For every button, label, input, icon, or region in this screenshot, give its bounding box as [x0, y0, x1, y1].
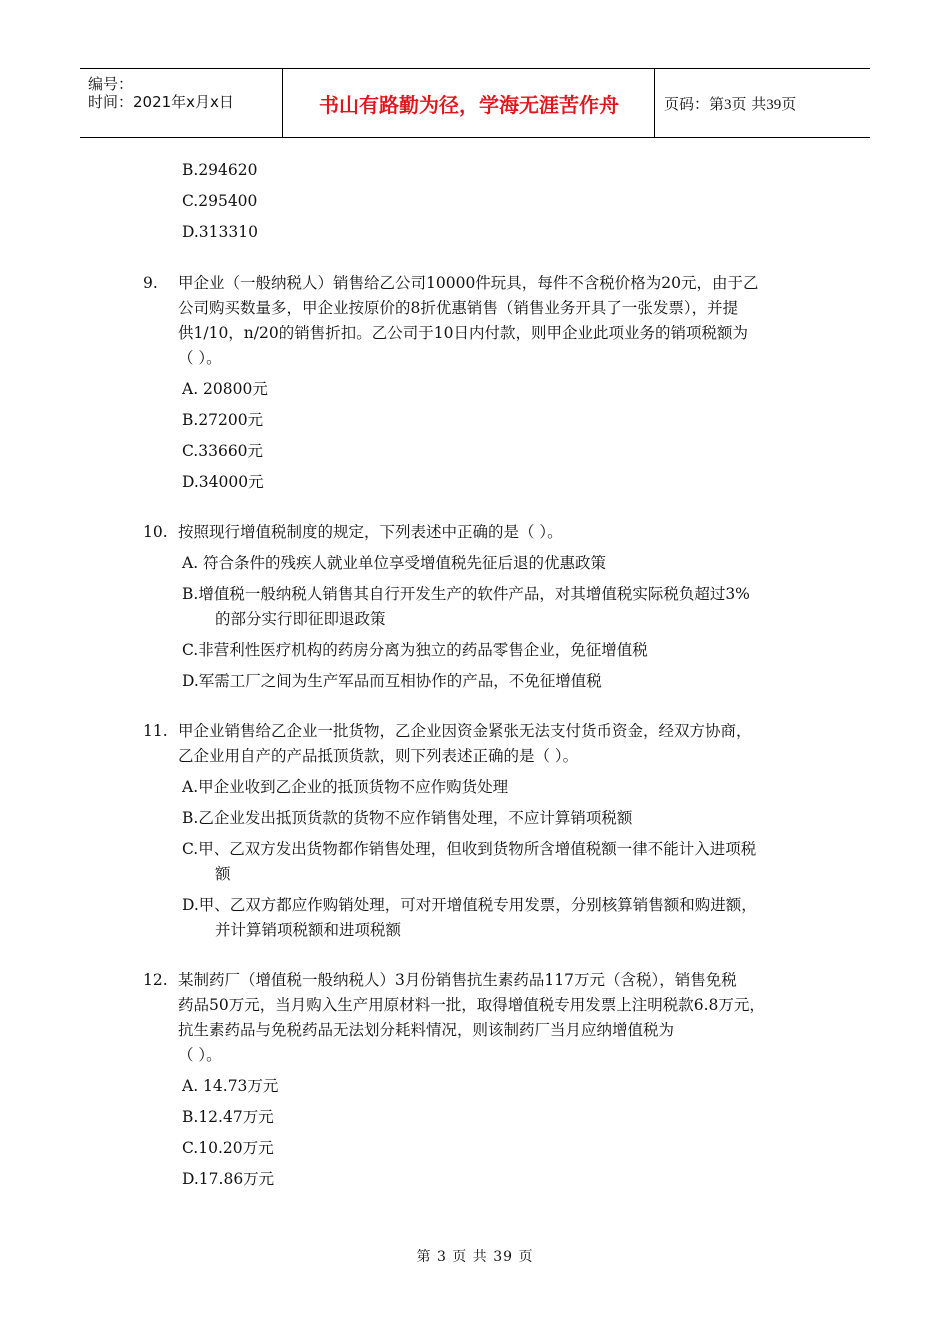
- question-text-line: 按照现行增值税制度的规定，下列表述中正确的是（ ）。: [178, 523, 563, 541]
- option-line: B.12.47万元: [182, 1108, 274, 1126]
- header-divider: [654, 69, 655, 137]
- option-line: A. 20800元: [182, 380, 268, 398]
- option-line: A. 符合条件的残疾人就业单位享受增值税先征后退的优惠政策: [182, 554, 607, 572]
- page-prefix: 页码：第: [664, 95, 725, 113]
- option-line: C.10.20万元: [182, 1139, 274, 1157]
- option-line: C.非营利性医疗机构的药房分离为独立的药品零售企业，免征增值税: [182, 641, 648, 659]
- question-text-line: 甲企业销售给乙企业一批货物，乙企业因资金紧张无法支付货币资金，经双方协商，: [178, 722, 752, 740]
- code-label: 编号：: [88, 75, 134, 93]
- option-line: C.33660元: [182, 442, 264, 460]
- page-suffix: 页: [781, 95, 797, 113]
- option-line: B.294620: [182, 161, 258, 179]
- option-line: A. 14.73万元: [182, 1077, 279, 1095]
- question-text-line: 供1/10，n/20的销售折扣。乙公司于10日内付款，则甲企业此项业务的销项税额为: [178, 324, 748, 342]
- page-total: 39: [766, 97, 782, 113]
- option-line: 额: [215, 865, 231, 883]
- question-text-line: （ ）。: [178, 1046, 222, 1064]
- question-text-line: 药品50万元，当月购入生产用原材料一批，取得增值税专用发票上注明税款6.8万元，: [178, 996, 765, 1014]
- header-meta: [80, 69, 280, 137]
- option-line: D.甲、乙双方都应作购销处理，可对开增值税专用发票，分别核算销售额和购进额，: [182, 896, 757, 914]
- option-line: B.增值税一般纳税人销售其自行开发生产的软件产品，对其增值税实际税负超过3%: [182, 585, 750, 603]
- header-page-number: [664, 93, 796, 114]
- question-text-line: 公司购买数量多，甲企业按原价的8折优惠销售（销售业务开具了一张发票），并提: [178, 299, 739, 317]
- option-line: D.军需工厂之间为生产军品而互相协作的产品，不免征增值税: [182, 672, 602, 690]
- option-line: C.甲、乙双方发出货物都作销售处理，但收到货物所含增值税额一律不能计入进项税: [182, 840, 757, 858]
- question-text-line: 某制药厂（增值税一般纳税人）3月份销售抗生素药品117万元（含税），销售免税: [178, 971, 737, 989]
- option-line: D.17.86万元: [182, 1170, 275, 1188]
- option-line: D.313310: [182, 223, 258, 241]
- question-number: 11.: [143, 722, 168, 740]
- option-line: 并计算销项税额和进项税额: [215, 921, 402, 939]
- option-line: C.295400: [182, 192, 258, 210]
- option-line: D.34000元: [182, 473, 264, 491]
- question-number: 10.: [143, 523, 168, 541]
- option-line: B.27200元: [182, 411, 264, 429]
- option-line: B.乙企业发出抵顶货款的货物不应作销售处理，不应计算销项税额: [182, 809, 633, 827]
- option-line: A.甲企业收到乙企业的抵顶货物不应作购货处理: [182, 778, 509, 796]
- question-text-line: 甲企业（一般纳税人）销售给乙公司10000件玩具，每件不含税价格为20元，由于乙: [178, 274, 759, 292]
- question-text-line: 乙企业用自产的产品抵顶货款，则下列表述正确的是（ ）。: [178, 747, 579, 765]
- question-number: 9.: [143, 274, 158, 292]
- option-line: 的部分实行即征即退政策: [215, 610, 386, 628]
- question-number: 12.: [143, 971, 168, 989]
- page-current: 3: [724, 97, 732, 113]
- page-footer: 第 3 页 共 39 页: [416, 1249, 534, 1265]
- page-header: [80, 68, 870, 138]
- header-motto: 书山有路勤为径，学海无涯苦作舟: [319, 92, 619, 117]
- question-text-line: 抗生素药品与免税药品无法划分耗料情况，则该制药厂当月应纳增值税为: [178, 1021, 675, 1039]
- date-label: 时间：2021年x月x日: [88, 93, 234, 111]
- question-text-line: （ ）。: [178, 349, 222, 367]
- page-mid: 页 共: [731, 95, 767, 113]
